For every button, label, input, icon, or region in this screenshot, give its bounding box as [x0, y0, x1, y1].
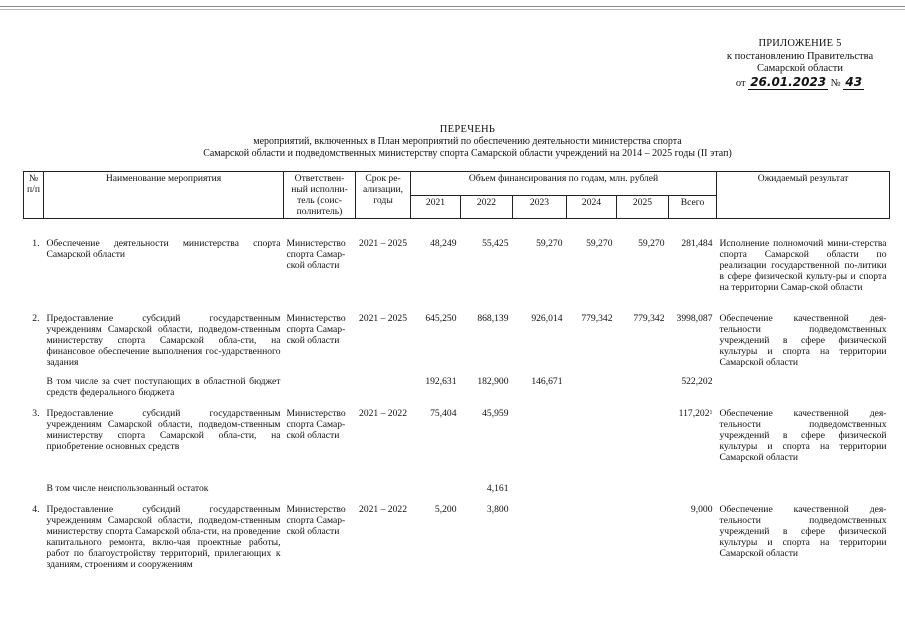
appendix-line-2: к постановлению Правительства — [726, 50, 874, 62]
row-result: Обеспечение качественной дея-тельности подведомственных учреждений в сфере физической культуры и спорта на территории Самарской области — [719, 503, 887, 559]
table-row — [24, 312, 890, 369]
row-2021: 48,249 — [430, 237, 457, 249]
row-2022: 3,800 — [486, 503, 509, 515]
row-resp — [284, 482, 356, 495]
row-result — [717, 375, 890, 399]
title-line-3: Самарской области и подведомственных министерству спорта Самарской области учреждений на 2014 – 2025 годы (II этап) — [203, 148, 732, 159]
row-2024 — [567, 482, 617, 495]
row-total: 3998,087 — [676, 312, 713, 324]
row-2022: 55,425 — [482, 237, 509, 249]
row-num — [24, 482, 44, 495]
row-resp: Министерство спорта Самар-ской области — [286, 407, 346, 441]
title-heading: ПЕРЕЧЕНЬ — [439, 124, 496, 135]
row-total: 281,484 — [681, 237, 713, 249]
col-2025-header: 2025 — [617, 195, 669, 219]
row-term: 2021 – 2025 — [359, 312, 407, 324]
from-label: от — [735, 77, 746, 89]
row-2021: 5,200 — [434, 503, 457, 515]
table-row — [24, 375, 890, 399]
row-2025 — [617, 482, 669, 495]
row-2025 — [617, 375, 669, 399]
row-2024 — [567, 407, 617, 464]
handwritten-date: 26.01.2023 — [750, 74, 827, 89]
row-2025 — [617, 503, 669, 571]
row-2023: 146,671 — [531, 375, 563, 387]
col-2024-header: 2024 — [567, 195, 617, 219]
table-row — [24, 482, 890, 495]
row-2021 — [411, 482, 461, 495]
table-row — [24, 407, 890, 464]
row-2024: 779,342 — [581, 312, 613, 324]
row-resp: Министерство спорта Самар-ской области — [286, 237, 346, 271]
document-title — [100, 124, 835, 160]
appendix-block — [700, 38, 900, 90]
row-num: 2. — [32, 312, 40, 324]
col-total-header: Всего — [669, 195, 717, 219]
row-2024 — [567, 503, 617, 571]
row-2025: 59,270 — [638, 237, 665, 249]
row-result: Обеспечение качественной дея-тельности подведомственных учреждений в сфере физической культуры и спорта на территории Самарской области — [719, 407, 887, 463]
row-2021: 75,404 — [430, 407, 457, 419]
col-resp-header: Ответствен-ный исполни-тель (соис-полнитель) — [284, 172, 356, 219]
appendix-title: ПРИЛОЖЕНИЕ 5 — [758, 38, 842, 49]
row-total-value: 117,202 — [678, 407, 710, 419]
row-num: 4. — [32, 503, 40, 515]
row-name: Предоставление субсидий государственным учреждениям Самарской области, подведом-ственным министерству спорта Самарской обла-сти, на проведение капитального ремонта, вклю-чая проектные работы, работ по благоустройству территорий, прилегающих к зданиям, строениям и сооружениям — [46, 503, 281, 570]
row-2022: 45,959 — [482, 407, 509, 419]
row-2023: 926,014 — [531, 312, 563, 324]
handwritten-number: 43 — [845, 74, 863, 89]
row-name: В том числе за счет поступающих в областной бюджет средств федерального бюджета — [46, 375, 281, 398]
row-name: Обеспечение деятельности министерства спорта Самарской области — [46, 237, 281, 260]
footnote-mark: 1 — [709, 409, 713, 416]
row-2023 — [513, 482, 567, 495]
table-row — [24, 237, 890, 294]
row-term — [356, 375, 411, 399]
row-num: 3. — [32, 407, 40, 419]
col-2023-header: 2023 — [513, 195, 567, 219]
row-total — [669, 407, 717, 464]
appendix-date-line — [700, 76, 900, 91]
col-name-header: Наименование мероприятия — [44, 172, 284, 219]
col-funding-header: Объем финансирования по годам, млн. рублей — [411, 172, 717, 196]
measures-table — [23, 171, 890, 571]
row-2023: 59,270 — [536, 237, 563, 249]
row-name: Предоставление субсидий государственным учреждениям Самарской области, подведом-ственным министерству спорта Самарской обла-сти, на приобретение основных средств — [46, 407, 281, 452]
row-term: 2021 – 2025 — [359, 237, 407, 249]
row-term: 2021 – 2022 — [359, 503, 407, 515]
scan-edge-line — [0, 6, 905, 7]
row-name: В том числе неиспользованный остаток — [46, 482, 209, 494]
row-2022: 4,161 — [486, 482, 509, 494]
row-2022: 868,139 — [477, 312, 509, 324]
row-2023 — [513, 503, 567, 571]
row-2023 — [513, 407, 567, 464]
col-num-header: № п/п — [24, 172, 44, 219]
row-term — [356, 482, 411, 495]
row-num — [24, 375, 44, 399]
row-result — [717, 482, 890, 495]
row-2022: 182,900 — [477, 375, 509, 387]
row-2024: 59,270 — [586, 237, 613, 249]
row-resp — [284, 375, 356, 399]
col-result-header: Ожидаемый результат — [717, 172, 890, 219]
row-total: 522,202 — [681, 375, 713, 387]
header-row-1 — [24, 172, 890, 196]
row-num: 1. — [32, 237, 40, 249]
row-total: 9,000 — [690, 503, 713, 515]
scan-edge-line-2 — [0, 9, 905, 10]
col-2022-header: 2022 — [461, 195, 513, 219]
row-resp: Министерство спорта Самар-ской области — [286, 312, 346, 346]
table-row — [24, 503, 890, 571]
row-result: Исполнение полномочий мини-стерства спорта Самарской области по реализации государственной по-литики в сфере физической культу-ры и спорта на территории Самар-ской области — [719, 237, 887, 293]
row-term: 2021 – 2022 — [359, 407, 407, 419]
row-2025 — [617, 407, 669, 464]
col-term-header: Срок ре-ализации, годы — [356, 172, 411, 219]
row-result: Обеспечение качественной дея-тельности подведомственных учреждений в сфере физической культуры и спорта на территории Самарской области — [719, 312, 887, 368]
row-total — [669, 482, 717, 495]
col-2021-header: 2021 — [411, 195, 461, 219]
row-2024 — [567, 375, 617, 399]
number-label: № — [830, 77, 841, 89]
appendix-line-3: Самарской области — [757, 63, 843, 74]
row-2021: 645,250 — [425, 312, 457, 324]
row-2021: 192,631 — [425, 375, 457, 387]
row-2025: 779,342 — [633, 312, 665, 324]
row-name: Предоставление субсидий государственным учреждениям Самарской области, подведом-ственным министерству спорта Самарской обла-сти, на финансовое обеспечение выполнения гос-ударственного задания — [46, 312, 281, 368]
row-resp: Министерство спорта Самар-ской области — [286, 503, 346, 537]
title-line-2: мероприятий, включенных в План мероприятий по обеспечению деятельности министерства спорта — [253, 136, 682, 147]
